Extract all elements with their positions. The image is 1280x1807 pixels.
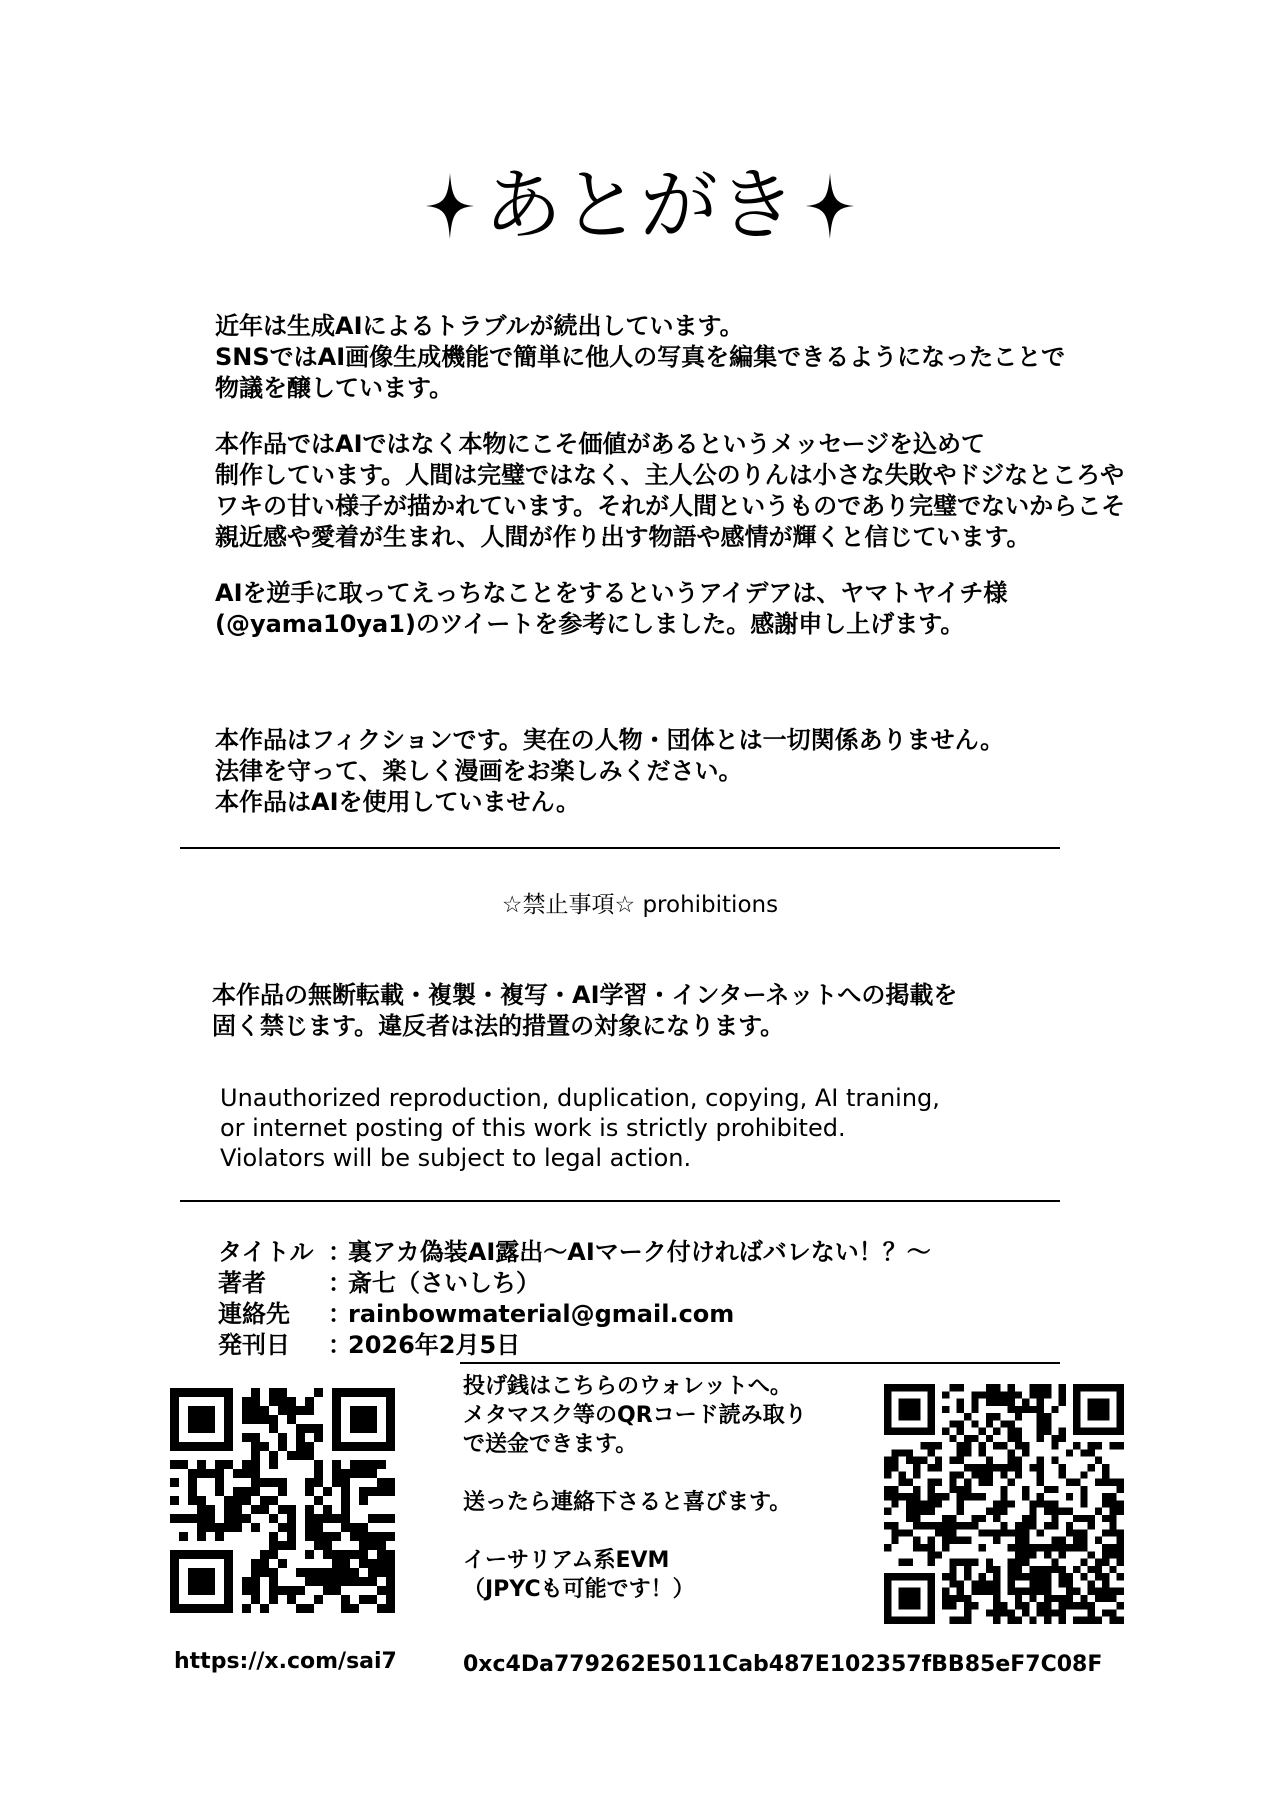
info-value-author: 斎七（さいしち） (348, 1269, 540, 1297)
text-line (463, 1517, 863, 1546)
text-line: SNSではAI画像生成機能で簡単に他人の写真を編集できるようになったことで (215, 343, 1066, 371)
text-line: 本作品の無断転載・複製・複写・AI学習・インターネットへの掲載を (212, 981, 958, 1009)
divider (460, 1362, 1060, 1364)
text-line: 本作品はフィクションです。実在の人物・団体とは一切関係ありません。 (215, 726, 1005, 754)
qr-code-icon (884, 1384, 1124, 1624)
text-line: (@yama10ya1)のツイートを参考にしました。感謝申し上げます。 (215, 610, 965, 638)
text-line: （JPYCも可能です！） (463, 1577, 695, 1602)
text-line: 法律を守って、楽しく漫画をお楽しみください。 (215, 757, 743, 785)
title-text: あとがき (483, 160, 796, 251)
donation-text (463, 1372, 863, 1604)
disclaimer-paragraph (215, 725, 1175, 818)
info-value-title: 裏アカ偽装AI露出～AIマーク付ければバレない！？～ (348, 1238, 931, 1266)
divider (180, 1200, 1060, 1202)
text-line: 物議を醸しています。 (215, 374, 454, 402)
info-colon: ： (328, 1331, 352, 1359)
text-line: 近年は生成AIによるトラブルが続出しています。 (215, 312, 744, 340)
text-line: 本作品はAIを使用していません。 (215, 788, 580, 816)
text-line: or internet posting of this work is strictly prohibited. (220, 1114, 846, 1142)
page-title (0, 150, 1280, 256)
profile-link[interactable]: https://x.com/sai7 (174, 1649, 397, 1674)
prohibitions-heading: ☆禁止事項☆ prohibitions (501, 892, 779, 918)
info-row-author (218, 1268, 931, 1299)
info-colon: ： (328, 1300, 352, 1328)
info-key: 著者 (218, 1269, 266, 1297)
info-row-contact (218, 1299, 931, 1330)
text-line: 親近感や愛着が生まれ、人間が作り出す物語や感情が輝くと信じています。 (215, 523, 1031, 551)
info-key: 発刊日 (218, 1331, 290, 1359)
text-line: 本作品ではAIではなく本物にこそ価値があるというメッセージを込めて (215, 430, 986, 458)
text-line: 固く禁じます。違反者は法的措置の対象になります。 (212, 1012, 785, 1040)
prohibitions-japanese (212, 980, 1172, 1042)
info-key: タイトル (218, 1238, 314, 1266)
afterword-paragraph-1 (215, 311, 1175, 404)
text-line: 送ったら連絡下さると喜びます。 (463, 1490, 792, 1515)
wallet-address: 0xc4Da779262E5011Cab487E102357fBB85eF7C08F (463, 1652, 1103, 1677)
prohibitions-english (220, 1083, 1020, 1173)
info-value-email: rainbowmaterial@gmail.com (348, 1300, 735, 1328)
info-colon: ： (328, 1238, 352, 1266)
qr-code-icon (170, 1388, 395, 1613)
profile-qr-code (170, 1388, 395, 1613)
publication-info (218, 1237, 931, 1361)
afterword-paragraph-2 (215, 429, 1175, 553)
info-colon: ： (328, 1269, 352, 1297)
text-line: Violators will be subject to legal action. (220, 1144, 692, 1172)
wallet-qr-code (884, 1384, 1124, 1624)
text-line: メタマスク等のQRコード読み取り (463, 1403, 807, 1428)
divider (180, 847, 1060, 849)
afterword-paragraph-3 (215, 578, 1175, 640)
info-row-title (218, 1237, 931, 1268)
sparkle-icon (804, 171, 856, 241)
text-line: AIを逆手に取ってえっちなことをするというアイデアは、ヤマトヤイチ様 (215, 579, 1008, 607)
info-row-date (218, 1330, 931, 1361)
info-value-date: 2026年2月5日 (348, 1331, 521, 1359)
info-key: 連絡先 (218, 1300, 290, 1328)
text-line: ワキの甘い様子が描かれています。それが人間というものであり完璧でないからこそ (215, 492, 1126, 520)
text-line (463, 1459, 863, 1488)
sparkle-icon (424, 171, 476, 241)
text-line: Unauthorized reproduction, duplication, copying, AI traning, (220, 1084, 940, 1112)
text-line: イーサリアム系EVM (463, 1548, 670, 1573)
text-line: 投げ銭はこちらのウォレットへ。 (463, 1374, 792, 1399)
text-line: で送金できます。 (463, 1432, 638, 1457)
text-line: 制作しています。人間は完璧ではなく、主人公のりんは小さな失敗やドジなところや (215, 461, 1125, 489)
